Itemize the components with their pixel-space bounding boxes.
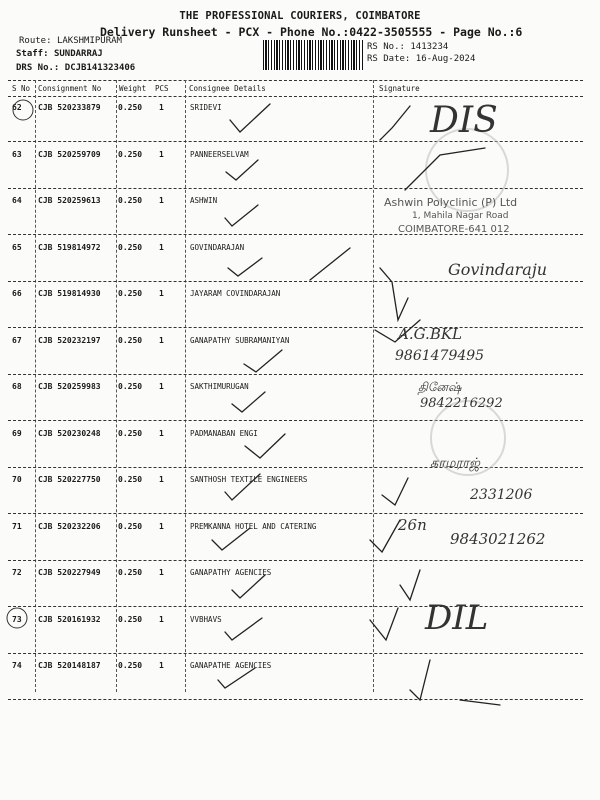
stamp-text-line1: Ashwin Polyclinic (P) Ltd: [384, 196, 518, 209]
row-pcs: 1: [159, 336, 164, 345]
rs-no-value: 1413234: [410, 42, 449, 52]
signature-68: தினேஷ்: [418, 380, 462, 394]
phone-68: 9842216292: [420, 396, 503, 411]
rs-date-value: 16-Aug-2024: [415, 54, 476, 64]
row-weight: 0.250: [118, 615, 143, 624]
row-consignment-no: CJB 520227750: [38, 475, 101, 484]
row-consignee: GANAPATHE AGENCIES: [190, 661, 272, 670]
row-consignment-no: CJB 519814972: [38, 243, 101, 252]
phone-67: 9861479495: [395, 348, 485, 364]
signature-66: Govindaraju: [448, 260, 548, 279]
row-consignee: SANTHOSH TEXTILE ENGINEERS: [190, 475, 308, 484]
row-consignment-no: CJB 520232197: [38, 336, 101, 345]
signature-73: DIL: [425, 598, 489, 638]
row-sno: 62: [12, 103, 22, 112]
drs-value: DCJB141323406: [64, 63, 136, 73]
row-pcs: 1: [159, 429, 164, 438]
runsheet-subtitle: Delivery Runsheet - PCX - Phone No.:0422-3505555 - Page No.:6: [100, 25, 523, 39]
row-sno: 72: [12, 568, 22, 577]
row-pcs: 1: [159, 522, 164, 531]
row-weight: 0.250: [118, 522, 143, 531]
row-weight: 0.250: [118, 103, 143, 112]
row-consignee: ASHWIN: [190, 196, 218, 205]
row-consignee: JAYARAM COVINDARAJAN: [190, 289, 281, 298]
company-title: THE PROFESSIONAL COURIERS, COIMBATORE: [179, 10, 421, 22]
number-70: 2331206: [470, 487, 533, 503]
signature-70: காமராஜ்: [430, 456, 480, 471]
signature-62: DIS: [430, 100, 498, 141]
row-consignee: GANAPATHY SUBRAMANIYAN: [190, 336, 290, 345]
route-label: Route:: [19, 36, 52, 46]
staff-label: Staff:: [16, 49, 49, 59]
row-pcs: 1: [159, 103, 164, 112]
row-sno: 69: [12, 429, 22, 438]
row-consignee: PANNEERSELVAM: [190, 150, 249, 159]
row-sno: 65: [12, 243, 22, 252]
row-consignment-no: CJB 520233879: [38, 103, 101, 112]
row-consignee: SAKTHIMURUGAN: [190, 382, 249, 391]
row-consignment-no: CJB 520227949: [38, 568, 101, 577]
row-weight: 0.250: [118, 336, 143, 345]
row-consignee: PREMKANNA HOTEL AND CATERING: [190, 522, 317, 531]
row-pcs: 1: [159, 661, 164, 670]
row-sno: 70: [12, 475, 22, 484]
col-header-consignment: Consignment No: [38, 84, 102, 93]
row-pcs: 1: [159, 615, 164, 624]
row-consignment-no: CJB 520259983: [38, 382, 101, 391]
row-weight: 0.250: [118, 568, 143, 577]
row-pcs: 1: [159, 568, 164, 577]
route-value: LAKSHMIPURAM: [56, 36, 122, 46]
row-sno: 66: [12, 289, 22, 298]
row-consignment-no: CJB 520259613: [38, 196, 101, 205]
stamp-text-line3: COIMBATORE-641 012: [398, 224, 510, 235]
row-pcs: 1: [159, 475, 164, 484]
row-consignee: PADMANABAN ENGI: [190, 429, 258, 438]
row-pcs: 1: [159, 196, 164, 205]
row-pcs: 1: [159, 150, 164, 159]
row-pcs: 1: [159, 382, 164, 391]
row-consignment-no: CJB 520230248: [38, 429, 101, 438]
rs-no-label: RS No.:: [367, 42, 405, 52]
row-weight: 0.250: [118, 150, 143, 159]
row-consignment-no: CJB 520259709: [38, 150, 101, 159]
row-consignee: GANAPATHY AGENCIES: [190, 568, 272, 577]
signature-67: A.G.BKL: [398, 325, 463, 343]
staff-value: SUNDARRAJ: [53, 49, 103, 59]
col-header-signature: Signature: [379, 84, 420, 93]
row-sno: 71: [12, 522, 22, 531]
row-sno: 64: [12, 196, 22, 205]
row-weight: 0.250: [118, 475, 143, 484]
col-header-pcs: PCS: [155, 84, 169, 93]
row-sno: 68: [12, 382, 22, 391]
stamp-text-line2: 1, Mahila Nagar Road: [412, 211, 509, 221]
row-weight: 0.250: [118, 429, 143, 438]
row-weight: 0.250: [118, 243, 143, 252]
rs-date-label: RS Date:: [367, 54, 411, 64]
col-header-sno: S No: [12, 84, 31, 93]
row-sno: 74: [12, 661, 22, 670]
row-pcs: 1: [159, 243, 164, 252]
row-consignment-no: CJB 519814930: [38, 289, 101, 298]
col-header-weight: Weight: [119, 84, 147, 93]
row-consignee: VVBHAVS: [190, 615, 222, 624]
row-weight: 0.250: [118, 661, 143, 670]
row-consignment-no: CJB 520148187: [38, 661, 101, 670]
row-consignee: SRIDEVI: [190, 103, 222, 112]
row-sno: 73: [12, 615, 22, 624]
row-consignee: GOVINDARAJAN: [190, 243, 245, 252]
row-consignment-no: CJB 520161932: [38, 615, 101, 624]
drs-label: DRS No.:: [16, 63, 60, 73]
row-consignment-no: CJB 520232206: [38, 522, 101, 531]
row-weight: 0.250: [118, 289, 143, 298]
row-sno: 67: [12, 336, 22, 345]
row-weight: 0.250: [118, 196, 143, 205]
row-weight: 0.250: [118, 382, 143, 391]
row-pcs: 1: [159, 289, 164, 298]
signature-71: 26n: [398, 516, 427, 534]
col-header-consignee: Consignee Details: [189, 84, 266, 93]
phone-71: 9843021262: [450, 530, 546, 548]
row-sno: 63: [12, 150, 22, 159]
